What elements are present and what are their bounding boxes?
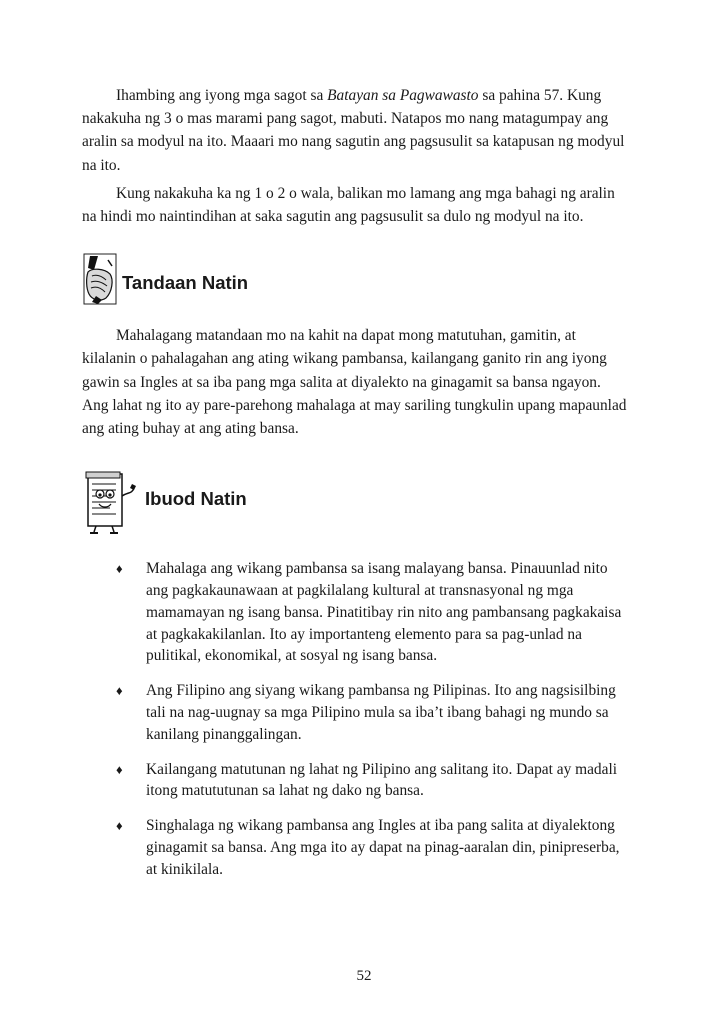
intro-p1-run-1: Ihambing ang iyong mga sagot sa: [116, 87, 328, 104]
list-item: [82, 680, 630, 745]
ibuod-header: [82, 470, 630, 540]
list-item-text: Mahalaga ang wikang pambansa sa isang malayang bansa. Pinauunlad nito ang pagkakaunawaan at pagkilalang kultural at transnasyonal ng mga mamamayan ng isang bansa. Pinatitibay rin nito ang pambansang pagkakaisa at pagkakakilanlan. Ito ay importanteng elemento para sa pag-unlad na pulitikal, ekonomikal, at sosyal ng isang bansa.: [146, 560, 622, 665]
intro-p1-run-3: sa pahina 57. Kung nakakuha ng 3 o mas marami pang sagot, mabuti. Natapos mo nang matagumpay ang aralin sa modyul na ito. Maaari mo nang sagutin ang pagsusulit sa katapusan ng modyul na ito.: [82, 87, 625, 174]
document-character-icon: [82, 470, 140, 541]
list-item: [82, 558, 630, 667]
intro-p1-run-2: Batayan sa Pagwawasto: [327, 87, 479, 104]
pointing-hand-icon: [82, 252, 118, 313]
ibuod-title: Ibuod Natin: [145, 488, 247, 510]
diamond-bullet-icon: ♦: [116, 683, 123, 699]
intro-paragraph-2: Kung nakakuha ka ng 1 o 2 o wala, balikan mo lamang ang mga bahagi ng aralin na hindi mo naintindihan at saka sagutin ang pagsusulit sa dulo ng modyul na ito.: [82, 184, 615, 226]
diamond-bullet-icon: ♦: [116, 818, 123, 834]
diamond-bullet-icon: ♦: [116, 561, 123, 577]
tandaan-header: [82, 252, 630, 312]
intro-paragraph-1: [82, 84, 630, 177]
page-number: 52: [356, 968, 372, 984]
list-item: [82, 815, 630, 880]
diamond-bullet-icon: ♦: [116, 761, 123, 777]
tandaan-title: Tandaan Natin: [122, 272, 249, 294]
list-item: [82, 759, 630, 803]
list-item-text: Kailangang matutunan ng lahat ng Pilipino ang salitang ito. Dapat ay madali itong matututunan sa lahat ng dako ng bansa.: [146, 760, 618, 800]
page-content: [82, 84, 630, 894]
summary-list: [82, 558, 630, 880]
list-item-text: Ang Filipino ang siyang wikang pambansa ng Pilipinas. Ito ang nagsisilbing tali na nag-uugnay sa mga Pilipino mula sa iba’t ibang bahagi ng mundo sa kanilang pinanggalingan.: [146, 682, 616, 743]
tandaan-body: Mahalagang matandaan mo na kahit na dapat mong matutuhan, gamitin, at kilalanin o pahalagahan ang ating wikang pambansa, kailangang ganito rin ang iyong gawin sa Ingles at sa iba pang mga salita at diyalekto na ginagamit sa bansa ngayon. Ang lahat ng ito ay pare-parehong mahalaga at may sariling tungkulin upang mapaunlad ang ating buhay at ang ating bansa.: [82, 327, 627, 438]
list-item-text: Singhalaga ng wikang pambansa ang Ingles at iba pang salita at diyalektong ginagamit sa bansa. Ang mga ito ay dapat na pinag-aaralan din, pinipreserba, at kinikilala.: [146, 817, 620, 878]
